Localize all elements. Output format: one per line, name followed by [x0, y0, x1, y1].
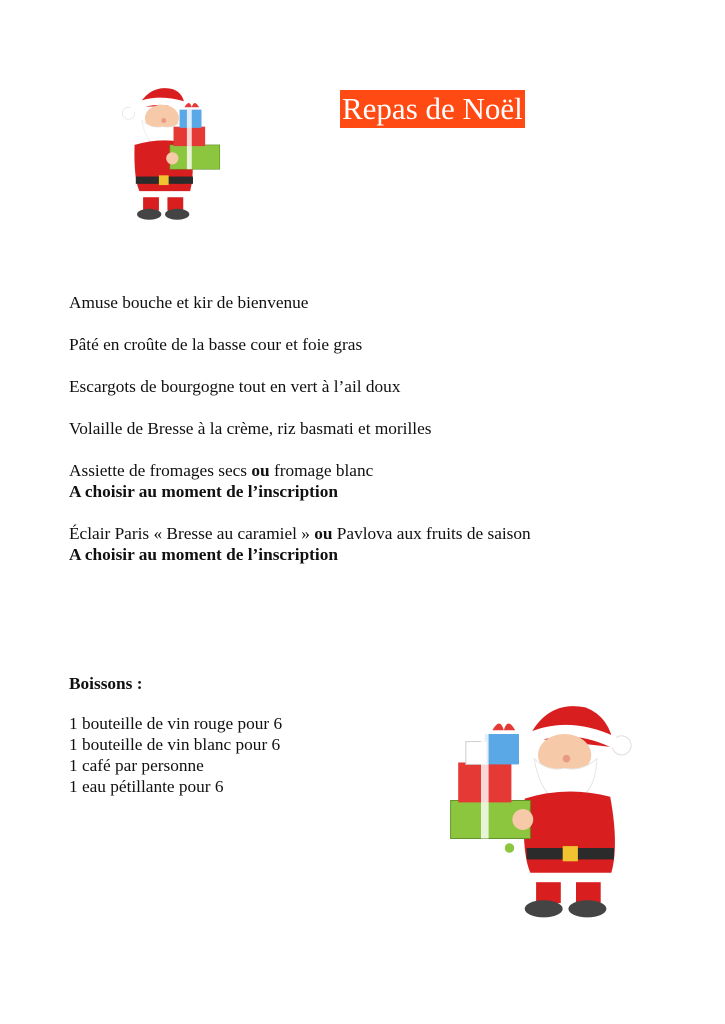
- drinks-list: [69, 713, 282, 797]
- cheese-or: ou: [251, 461, 270, 480]
- drink-item: 1 café par personne: [69, 756, 204, 775]
- drink-item: 1 bouteille de vin blanc pour 6: [69, 735, 281, 754]
- dessert-or: ou: [314, 524, 333, 543]
- drink-item: 1 eau pétillante pour 6: [69, 777, 224, 796]
- page-title: Repas de Noël: [342, 91, 523, 126]
- cheese-option-2: fromage blanc: [269, 461, 374, 480]
- cheese-option-1: Assiette de fromages secs: [69, 461, 252, 480]
- drink-item: 1 bouteille de vin rouge pour 6: [69, 714, 283, 733]
- menu-item-cheese: [69, 460, 669, 502]
- cheese-choice-note: A choisir au moment de l’inscription: [69, 482, 338, 501]
- menu-list: [69, 292, 669, 586]
- santa-with-gifts-icon: [440, 696, 636, 924]
- menu-item-dessert: [69, 523, 669, 565]
- santa-with-gifts-icon: [102, 78, 228, 224]
- dessert-option-1: Éclair Paris « Bresse au caramiel »: [69, 524, 315, 543]
- menu-item-escargots: Escargots de bourgogne tout en vert à l’ail doux: [69, 377, 401, 396]
- dessert-option-2: Pavlova aux fruits de saison: [332, 524, 531, 543]
- drinks-heading: Boissons :: [69, 674, 143, 693]
- dessert-choice-note: A choisir au moment de l’inscription: [69, 545, 338, 564]
- menu-item-main: Volaille de Bresse à la crème, riz basmati et morilles: [69, 419, 432, 438]
- menu-item-aperitif: Amuse bouche et kir de bienvenue: [69, 293, 309, 312]
- menu-item-starter: Pâté en croûte de la basse cour et foie gras: [69, 335, 363, 354]
